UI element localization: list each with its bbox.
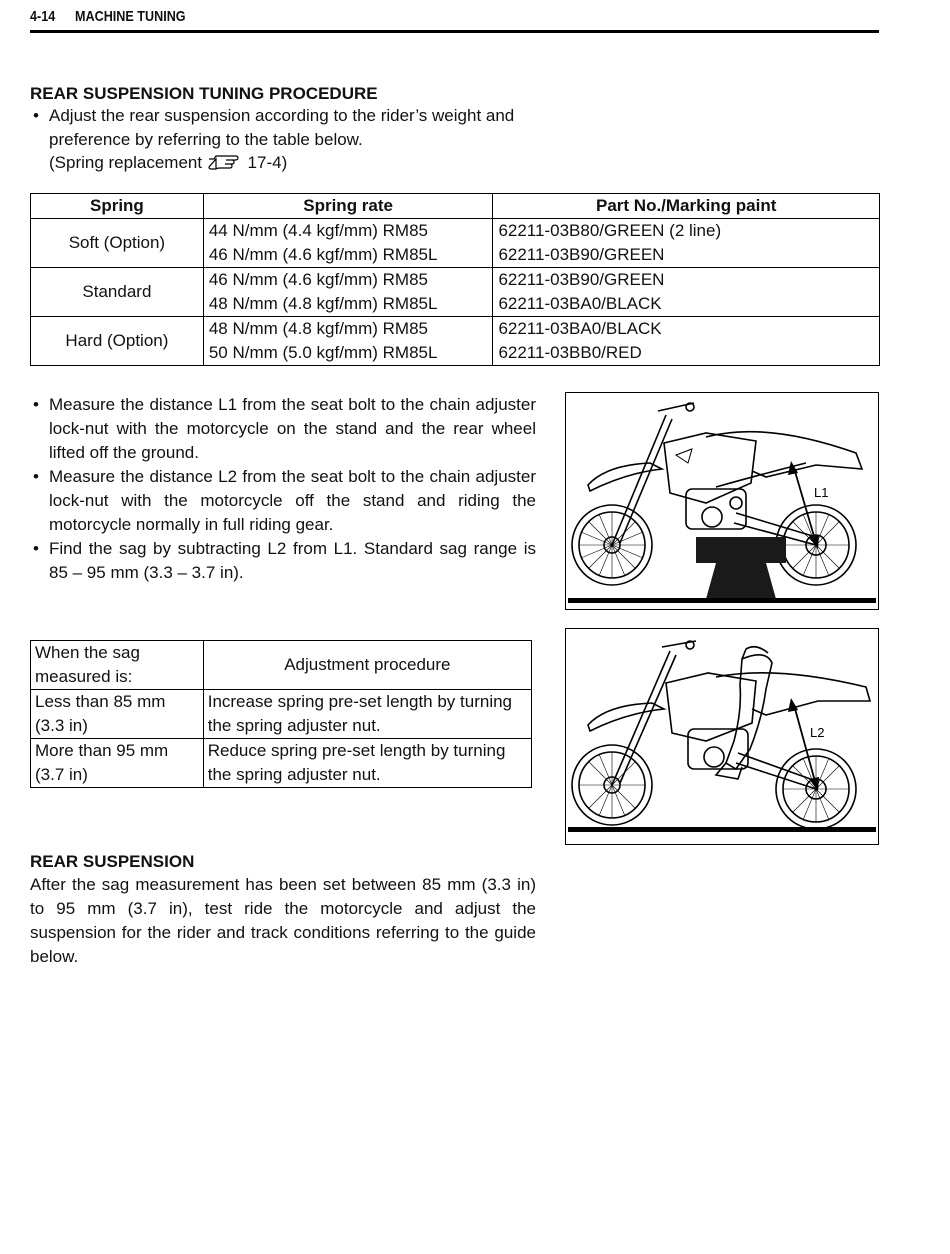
table-row: [31, 739, 532, 788]
table-row: [31, 690, 532, 739]
part-value: 62211-03BB0/RED: [498, 343, 642, 362]
measurement-steps: [30, 393, 536, 585]
tuning-bullet: [30, 104, 570, 175]
rate-value: 48 N/mm (4.8 kgf/mm) RM85L: [208, 294, 438, 313]
rear-suspension-paragraph: After the sag measurement has been set between 85 mm (3.3 in) to 95 mm (3.7 in), test ride the motorcycle and adjust the suspension for the rider and track conditions referring to the guide below.: [30, 875, 536, 966]
rear-suspension-heading: REAR SUSPENSION: [30, 852, 195, 871]
part-value: 62211-03B80/GREEN (2 line): [498, 221, 722, 240]
spring-type-cell: Hard (Option): [31, 317, 204, 366]
rate-value: 48 N/mm (4.8 kgf/mm) RM85: [208, 319, 428, 338]
spring-rate-table: [30, 193, 880, 366]
table-row: [31, 317, 880, 366]
part-number-cell: [493, 268, 880, 317]
part-number-cell: [493, 219, 880, 268]
ref-suffix: 17-4): [247, 153, 288, 172]
part-value: 62211-03B90/GREEN: [498, 245, 665, 264]
spring-rate-cell: [203, 219, 493, 268]
col-header-spring: Spring: [31, 194, 204, 219]
table-row: [31, 219, 880, 268]
col-header-spring-rate: Spring rate: [203, 194, 493, 219]
measure-step-l1: • Measure the distance L1 from the seat bolt to the chain adjuster lock-nut with the motorcycle on the stand and the rear wheel lifted off the ground.: [30, 393, 536, 465]
adjustment-procedure-cell: Reduce spring pre-set length by turning the spring adjuster nut.: [203, 739, 531, 788]
part-value: 62211-03BA0/BLACK: [498, 294, 662, 313]
rate-value: 46 N/mm (4.6 kgf/mm) RM85L: [208, 245, 438, 264]
part-value: 62211-03BA0/BLACK: [498, 319, 662, 338]
spring-replacement-ref[interactable]: [49, 153, 287, 172]
part-value: 62211-03B90/GREEN: [498, 270, 665, 289]
measure-step-l2: • Measure the distance L2 from the seat bolt to the chain adjuster lock-nut with the motorcycle off the stand and riding the motorcycle normally in full riding gear.: [30, 465, 536, 537]
l2-label: L2: [810, 725, 825, 740]
page-header: [30, 8, 879, 33]
col-header-sag-measured: When the sag measured is:: [31, 641, 204, 690]
adjustment-procedure-cell: Increase spring pre-set length by turning the spring adjuster nut.: [203, 690, 531, 739]
table-row: [31, 268, 880, 317]
sag-condition-cell: Less than 85 mm (3.3 in): [31, 690, 204, 739]
rate-value: 46 N/mm (4.6 kgf/mm) RM85: [208, 270, 428, 289]
pointing-hand-reference-icon: [208, 155, 242, 171]
rate-value: 44 N/mm (4.4 kgf/mm) RM85: [208, 221, 428, 240]
l1-label: L1: [814, 485, 829, 500]
part-number-cell: [493, 317, 880, 366]
col-header-adjustment: Adjustment procedure: [203, 641, 531, 690]
tuning-procedure-heading: REAR SUSPENSION TUNING PROCEDURE: [30, 84, 378, 103]
adjust-table-header-row: [31, 641, 532, 690]
rate-value: 50 N/mm (5.0 kgf/mm) RM85L: [208, 343, 438, 362]
spring-table-header-row: [31, 194, 880, 219]
motorcycle-on-stand-illustration: [566, 393, 878, 609]
tuning-intro: [30, 104, 570, 175]
motorcycle-with-rider-illustration: [566, 629, 878, 844]
spring-type-cell: Standard: [31, 268, 204, 317]
figure-motorcycle-with-rider: [565, 628, 879, 845]
section-title: MACHINE TUNING: [75, 8, 186, 25]
measure-step-sag: • Find the sag by subtracting L2 from L1. Standard sag range is 85 – 95 mm (3.3 – 3.7 in).: [30, 537, 536, 585]
tuning-bullet-text: Adjust the rear suspension according to the rider’s weight and preference by referring to the table below.: [49, 106, 515, 149]
col-header-part-no: Part No./Marking paint: [493, 194, 880, 219]
ref-prefix: (Spring replacement: [49, 153, 203, 172]
figure-motorcycle-on-stand: [565, 392, 879, 610]
spring-type-cell: Soft (Option): [31, 219, 204, 268]
spring-rate-cell: [203, 268, 493, 317]
sag-condition-cell: More than 95 mm (3.7 in): [31, 739, 204, 788]
spring-rate-cell: [203, 317, 493, 366]
page-number: 4-14: [30, 8, 56, 25]
sag-adjustment-table: [30, 640, 532, 788]
